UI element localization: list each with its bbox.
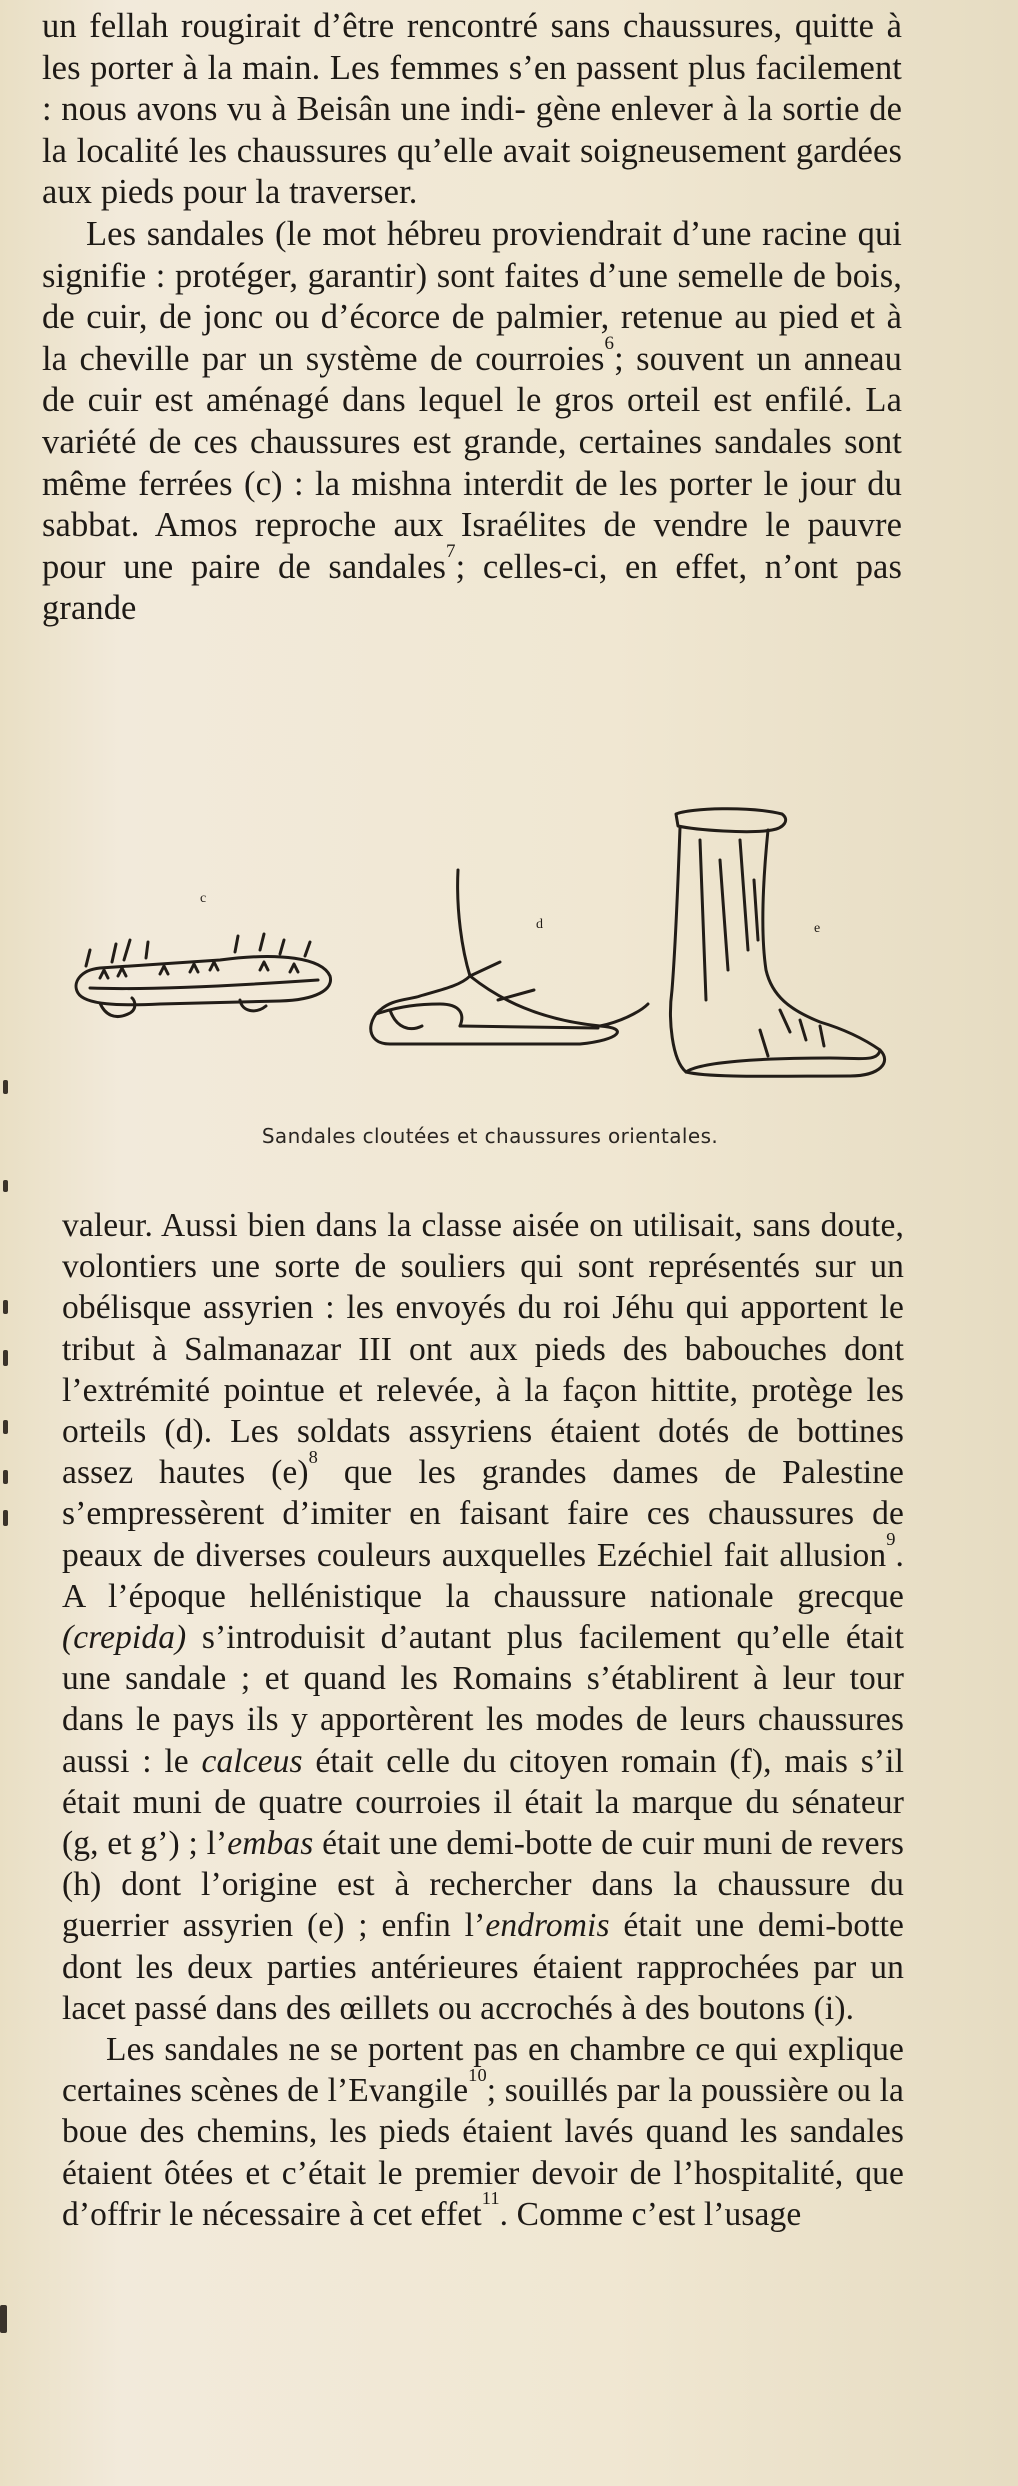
margin-mark — [3, 1510, 8, 1526]
figure-caption: Sandales cloutées et chaussures orientales. — [261, 1124, 719, 1148]
paragraph-1 — [42, 6, 902, 214]
footnote-ref-6: 6 — [604, 332, 615, 354]
footnote-ref-10: 10 — [468, 2064, 487, 2085]
illustration-drawing — [60, 800, 920, 1120]
term-embas: embas — [227, 1825, 314, 1863]
p1-line: quitte à les porter à la main. Les femmes s’en passent — [42, 7, 902, 87]
p3-text: était une demi-botte dont les deux parties antérieures étaient rapprochées par un lacet passé dans des œillets ou accrochés à des boutons (i). — [62, 1907, 904, 2027]
bottom-text-block — [62, 1205, 904, 2235]
footnote-ref-11: 11 — [481, 2188, 500, 2209]
p3-text: était une demi-botte de cuir muni de revers (h) dont l’origine est à rechercher dans la chaussure du guerrier assyrien (e) ; enfin l’ — [62, 1825, 904, 1945]
term-endromis: endromis — [485, 1907, 610, 1945]
term-crepida: (crepida) — [62, 1619, 187, 1657]
high-boot-e — [671, 809, 885, 1077]
top-text-block — [42, 6, 902, 630]
margin-mark — [3, 1420, 8, 1434]
p2-text: Les sandales (le mot hébreu proviendrait d’une racine qui signifie : protéger, garantir) sont faites d’une semelle de bois, de cuir, de jonc ou d’écorce de palmier, retenue au pied et à la cheville par un système de courroies — [42, 214, 902, 378]
p4-text: ; souillés par la poussière ou la boue des chemins, les pieds étaient lavés quand les sandales étaient ôtées et c’était le premier devoir de l’hospitalité, que d’offrir le nécessaire à cet effet — [62, 2072, 904, 2233]
footnote-ref-7: 7 — [446, 540, 456, 562]
term-calceus: calceus — [201, 1742, 303, 1780]
figure-letter-d: d — [536, 917, 543, 932]
studded-sandal-c — [76, 934, 330, 1017]
p3-text: s’introduisit d’autant plus facilement qu’elle était une sandale ; et quand les Romains s’établirent à leur tour dans le pays ils y apportèrent les modes de leurs chaussures aussi : le — [62, 1619, 904, 1780]
paragraph-4 — [62, 2029, 904, 2235]
margin-mark — [3, 1180, 8, 1192]
p3-text: était celle du citoyen romain (f), mais s’il était muni de quatre courroies il était la marque du sénateur (g, et g’) ; l’ — [62, 1742, 904, 1863]
p2-text: ; souvent un anneau de cuir est aménagé dans lequel le gros orteil est enfilé. La variété de ces chaussures est grande, certaines sandales sont même ferrées (c) : la mishna interdit de les porter le jour du sabbat. Amos reproche aux Israélites de vendre le pauvre pour une paire de sandales — [42, 339, 903, 586]
p1-line: un fellah rougirait d’être rencontré sans chaussures, — [42, 7, 783, 45]
figure-letter-c: c — [200, 891, 207, 906]
left-margin-bleed — [0, 0, 20, 2486]
p1-line: plus facilement : nous avons vu à Beisân une indi- — [42, 48, 902, 129]
p1-line: gène enlever à la sortie de la localité les chaussures — [42, 90, 902, 170]
footnote-ref-8: 8 — [308, 1446, 318, 1467]
figure-letter-e: e — [814, 921, 821, 936]
p4-text: Les sandales ne se portent pas en chambre ce qui explique certaines scènes de l’Evangile — [62, 2031, 904, 2110]
paragraph-3 — [62, 1205, 904, 2029]
p1-line: qu’elle avait soigneusement gardées aux pieds pour — [42, 131, 902, 212]
margin-mark — [3, 1350, 8, 1366]
pointed-shoe-d — [371, 870, 648, 1044]
paragraph-2 — [42, 214, 902, 630]
footnote-ref-9: 9 — [886, 1529, 896, 1550]
p3-text: valeur. Aussi bien dans la classe aisée on utilisait, sans doute, volontiers une sorte de souliers qui sont représentés sur un obélisque assyrien : les envoyés du roi Jéhu qui apportent le tribut à Salmanazar III ont aux pieds des babouches dont l’extrémité pointue et relevée, à la façon hittite, protège les orteils (d). Les soldats assyriens étaient dotés de bottines assez hautes (e) — [62, 1207, 904, 1492]
margin-mark — [3, 1470, 8, 1484]
sandals-illustration — [60, 800, 920, 1140]
p3-text: . A l’époque hellénistique la chaussure nationale grecque — [62, 1536, 904, 1615]
p4-text: . Comme c’est l’usage — [499, 2195, 802, 2233]
margin-mark — [3, 1300, 8, 1314]
margin-mark — [0, 2305, 7, 2333]
margin-mark — [3, 1080, 8, 1094]
p1-line: la traverser. — [255, 173, 418, 212]
p3-text: que les grandes dames de Palestine s’empressèrent d’imiter en faisant faire ces chaussures de peaux de diverses couleurs auxquelles Ezéchiel fait allusion — [62, 1454, 905, 1574]
p2-text: ; celles-ci, en effet, n’ont pas grande — [42, 547, 902, 628]
